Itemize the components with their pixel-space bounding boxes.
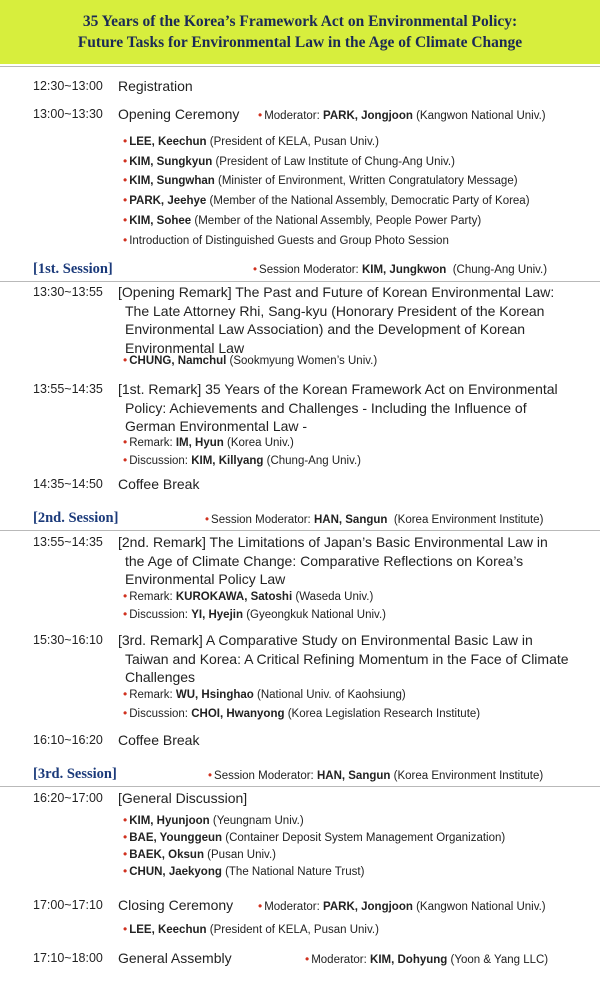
- assembly-title: General Assembly: [118, 950, 232, 966]
- session-1-item-1-time: 13:30~13:55: [33, 285, 103, 299]
- bullet-icon: •: [123, 453, 128, 467]
- bullet-icon: •: [123, 847, 128, 861]
- session-1-divider: [0, 281, 600, 282]
- header-divider: [0, 66, 600, 67]
- bullet-icon: •: [123, 154, 128, 168]
- coffee-break-1-time: 14:35~14:50: [33, 477, 103, 491]
- panel-member: • CHUN, Jaekyong (The National Nature Trust): [123, 864, 365, 878]
- session-2-item-1-time: 13:55~14:35: [33, 535, 103, 549]
- session-2-item-2-title: [3rd. Remark] A Comparative Study on Environmental Basic Law in Taiwan and Korea: A Critical Refining Momentum in the Face of Climate Challenges: [118, 632, 569, 685]
- opening-speaker: • KIM, Sungkyun (President of Law Institute of Chung-Ang Univ.): [123, 154, 455, 168]
- closing-speaker: • LEE, Keechun (President of KELA, Pusan Univ.): [123, 922, 379, 936]
- assembly-moderator: • Moderator: KIM, Dohyung (Yoon & Yang LLC): [305, 952, 549, 966]
- coffee-break-1-title: Coffee Break: [118, 476, 200, 492]
- closing-title: Closing Ceremony: [118, 897, 234, 913]
- bullet-icon: •: [253, 264, 258, 276]
- bullet-icon: •: [123, 813, 128, 827]
- session-2-item-1-remark: • Remark: KUROKAWA, Satoshi (Waseda Univ.): [123, 589, 374, 603]
- bullet-icon: •: [258, 899, 263, 913]
- assembly-time: 17:10~18:00: [33, 951, 103, 965]
- bullet-icon: •: [123, 687, 128, 701]
- session-2-item-1-title: [2nd. Remark] The Limitations of Japan’s Basic Environmental Law in the Age of Climate Change: Comparative Reflections on Korea’s Environmental Policy Law: [118, 534, 548, 587]
- session-2-item-2-remark: • Remark: WU, Hsinghao (National Univ. of Kaohsiung): [123, 687, 406, 701]
- bullet-icon: •: [123, 435, 128, 449]
- header-title-line-2: Future Tasks for Environmental Law in the Age of Climate Change: [77, 34, 523, 51]
- session-2-item-2-discussion: • Discussion: CHOI, Hwanyong (Korea Legislation Research Institute): [123, 706, 481, 720]
- session-3-label: [3rd. Session]: [33, 766, 117, 782]
- session-1-item-2-time: 13:55~14:35: [33, 382, 103, 396]
- bullet-icon: •: [123, 864, 128, 878]
- session-2-label: [2nd. Session]: [33, 510, 119, 526]
- coffee-break-2-title: Coffee Break: [118, 732, 200, 748]
- coffee-break-2-time: 16:10~16:20: [33, 733, 103, 747]
- session-3-divider: [0, 786, 600, 787]
- panel-member: • BAEK, Oksun (Pusan Univ.): [123, 847, 276, 861]
- opening-intro: • Introduction of Distinguished Guests and Group Photo Session: [123, 233, 449, 247]
- session-3-item-1-time: 16:20~17:00: [33, 791, 103, 805]
- panel-member: • KIM, Hyunjoon (Yeungnam Univ.): [123, 813, 304, 827]
- session-1-item-2-title: [1st. Remark] 35 Years of the Korean Framework Act on Environmental Policy: Achievements and Challenges - Including the Influence of German Environmental Law -: [118, 381, 558, 434]
- session-2-item-2-time: 15:30~16:10: [33, 633, 103, 647]
- opening-speaker: • KIM, Sohee (Member of the National Assembly, People Power Party): [123, 213, 482, 227]
- session-1-item-1-title: [Opening Remark] The Past and Future of Korean Environmental Law: The Late Attorney Rhi, Sang-kyu (Honorary President of the Korean Environmental Law Association) and the Development of Korean Environmental Law: [118, 284, 555, 356]
- registration-title: Registration: [118, 78, 193, 94]
- header-title-line-1: 35 Years of the Korea’s Framework Act on Environmental Policy:: [82, 13, 518, 30]
- opening-speaker: • PARK, Jeehye (Member of the National Assembly, Democratic Party of Korea): [123, 193, 530, 207]
- session-1-item-2-discussion: • Discussion: KIM, Killyang (Chung-Ang Univ.): [123, 453, 362, 467]
- panel-member: • BAE, Younggeun (Container Deposit System Management Organization): [123, 830, 506, 844]
- bullet-icon: •: [123, 134, 128, 148]
- closing-moderator: • Moderator: PARK, Jongjoon (Kangwon National Univ.): [258, 899, 546, 913]
- opening-speaker: • LEE, Keechun (President of KELA, Pusan Univ.): [123, 134, 379, 148]
- bullet-icon: •: [123, 922, 128, 936]
- session-1-item-1-speaker: • CHUNG, Namchul (Sookmyung Women’s Univ.): [123, 353, 378, 367]
- bullet-icon: •: [123, 706, 128, 720]
- bullet-icon: •: [123, 193, 128, 207]
- bullet-icon: •: [123, 830, 128, 844]
- session-3-moderator: • Session Moderator: HAN, Sangun (Korea Environment Institute): [208, 770, 544, 782]
- bullet-icon: •: [123, 353, 128, 367]
- session-2-item-1-discussion: • Discussion: YI, Hyejin (Gyeongkuk National Univ.): [123, 607, 386, 621]
- opening-time: 13:00~13:30: [33, 107, 103, 121]
- session-2-moderator: • Session Moderator: HAN, Sangun (Korea Environment Institute): [205, 514, 544, 526]
- session-2-divider: [0, 530, 600, 531]
- page-header: [0, 0, 600, 64]
- bullet-icon: •: [123, 589, 128, 603]
- bullet-icon: •: [258, 108, 263, 122]
- session-1-moderator: • Session Moderator: KIM, Jungkwon (Chung-Ang Univ.): [253, 264, 548, 276]
- opening-title: Opening Ceremony: [118, 106, 240, 122]
- opening-speaker: • KIM, Sungwhan (Minister of Environment, Written Congratulatory Message): [123, 173, 518, 187]
- bullet-icon: •: [123, 213, 128, 227]
- bullet-icon: •: [305, 952, 310, 966]
- session-3-item-1-title: [General Discussion]: [118, 790, 248, 806]
- session-1-item-2-remark: • Remark: IM, Hyun (Korea Univ.): [123, 435, 294, 449]
- bullet-icon: •: [123, 233, 128, 247]
- bullet-icon: •: [205, 514, 210, 526]
- registration-time: 12:30~13:00: [33, 79, 103, 93]
- opening-moderator: • Moderator: PARK, Jongjoon (Kangwon National Univ.): [258, 108, 546, 122]
- session-1-label: [1st. Session]: [33, 261, 113, 277]
- bullet-icon: •: [123, 607, 128, 621]
- bullet-icon: •: [208, 770, 213, 782]
- closing-time: 17:00~17:10: [33, 898, 103, 912]
- bullet-icon: •: [123, 173, 128, 187]
